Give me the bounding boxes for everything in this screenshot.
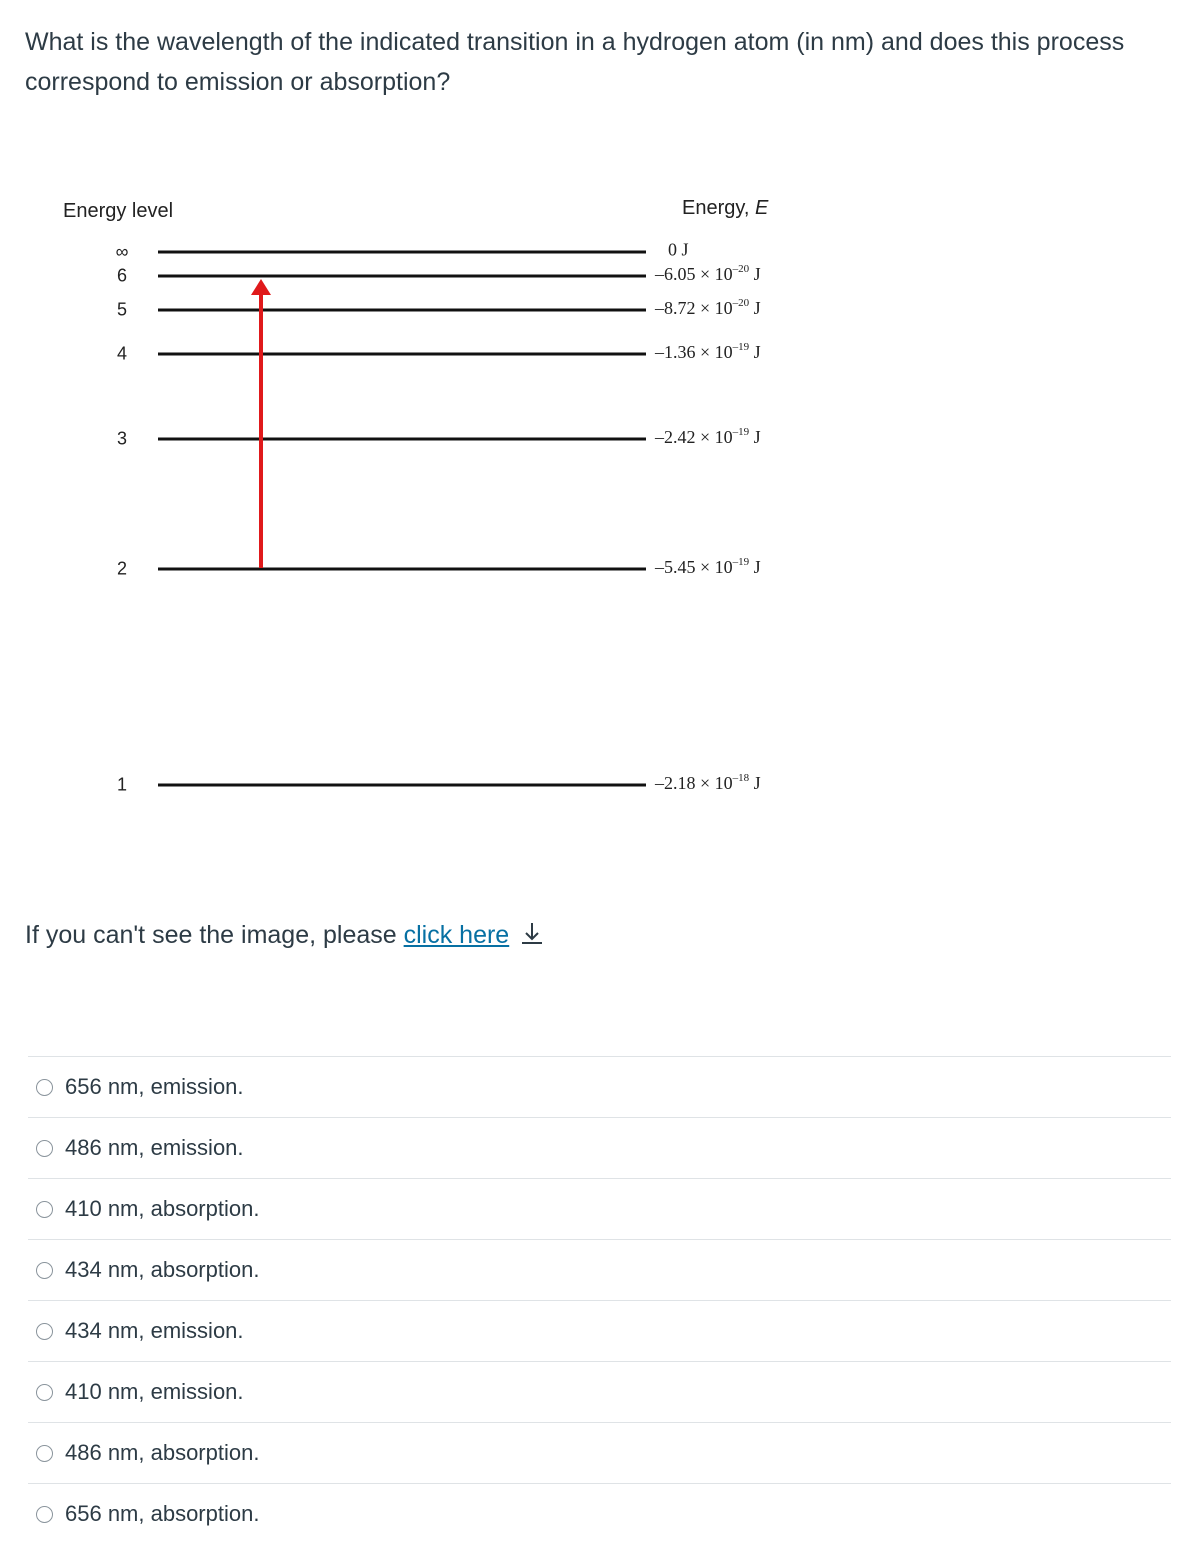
answer-option[interactable] <box>28 1483 1171 1544</box>
level-number: 4 <box>116 343 127 364</box>
level-energy: $-2.18 \times 10^{-18}$ J <box>655 772 761 793</box>
level-energy: $-5.45 \times 10^{-19}$ J <box>655 556 761 577</box>
level-line <box>158 353 646 356</box>
option-label: 410 nm, emission. <box>65 1379 244 1404</box>
option-label: 486 nm, absorption. <box>65 1440 260 1465</box>
question-text: What is the wavelength of the indicated transition in a hydrogen atom (in nm) and does this process correspond to emission or absorption? <box>25 28 1125 96</box>
radio-button[interactable] <box>36 1445 53 1462</box>
answer-option[interactable] <box>28 1300 1171 1361</box>
answer-option[interactable] <box>28 1178 1171 1239</box>
level-energy: 0 J <box>668 239 689 260</box>
click-here-link[interactable]: click here <box>403 921 510 950</box>
option-label: 410 nm, absorption. <box>65 1196 260 1221</box>
transition-arrow-shaft <box>259 293 263 568</box>
level-line <box>158 251 646 254</box>
fallback-prefix: If you can't see the image, please <box>25 921 404 950</box>
answer-option[interactable] <box>28 1422 1171 1483</box>
image-fallback-notice <box>25 920 545 953</box>
energy-level-diagram <box>0 180 820 820</box>
radio-button[interactable] <box>36 1506 53 1523</box>
radio-button[interactable] <box>36 1384 53 1401</box>
level-line <box>158 784 646 787</box>
energy-header: Energy, E <box>682 197 769 219</box>
option-label: 434 nm, emission. <box>65 1318 244 1343</box>
answer-option[interactable] <box>28 1239 1171 1300</box>
level-energy: $-1.36 \times 10^{-19}$ J <box>655 341 761 362</box>
level-line <box>158 568 646 571</box>
option-label: 656 nm, emission. <box>65 1074 244 1099</box>
level-energy: $-2.42 \times 10^{-19}$ J <box>655 426 761 447</box>
radio-button[interactable] <box>36 1201 53 1218</box>
level-energy: $-6.05 \times 10^{-20}$ J <box>655 263 761 284</box>
option-label: 656 nm, absorption. <box>65 1501 260 1526</box>
radio-button[interactable] <box>36 1079 53 1096</box>
answer-option[interactable] <box>28 1117 1171 1178</box>
level-energy: $-8.72 \times 10^{-20}$ J <box>655 297 761 318</box>
level-line <box>158 309 646 312</box>
level-number: 1 <box>116 774 127 795</box>
energy-level-header: Energy level <box>63 200 174 222</box>
level-number: 5 <box>116 299 127 320</box>
level-number: 6 <box>116 265 127 286</box>
transition-arrow-head <box>251 279 271 295</box>
level-number: 3 <box>116 428 127 449</box>
level-number: ∞ <box>115 241 129 262</box>
level-number: 2 <box>116 558 127 579</box>
option-label: 434 nm, absorption. <box>65 1257 260 1282</box>
answer-option[interactable] <box>28 1056 1171 1117</box>
radio-button[interactable] <box>36 1140 53 1157</box>
level-line <box>158 438 646 441</box>
radio-button[interactable] <box>36 1323 53 1340</box>
answer-option[interactable] <box>28 1361 1171 1422</box>
radio-button[interactable] <box>36 1262 53 1279</box>
level-line <box>158 275 646 278</box>
option-label: 486 nm, emission. <box>65 1135 244 1160</box>
download-icon[interactable] <box>519 920 545 953</box>
answer-options <box>28 1056 1171 1544</box>
